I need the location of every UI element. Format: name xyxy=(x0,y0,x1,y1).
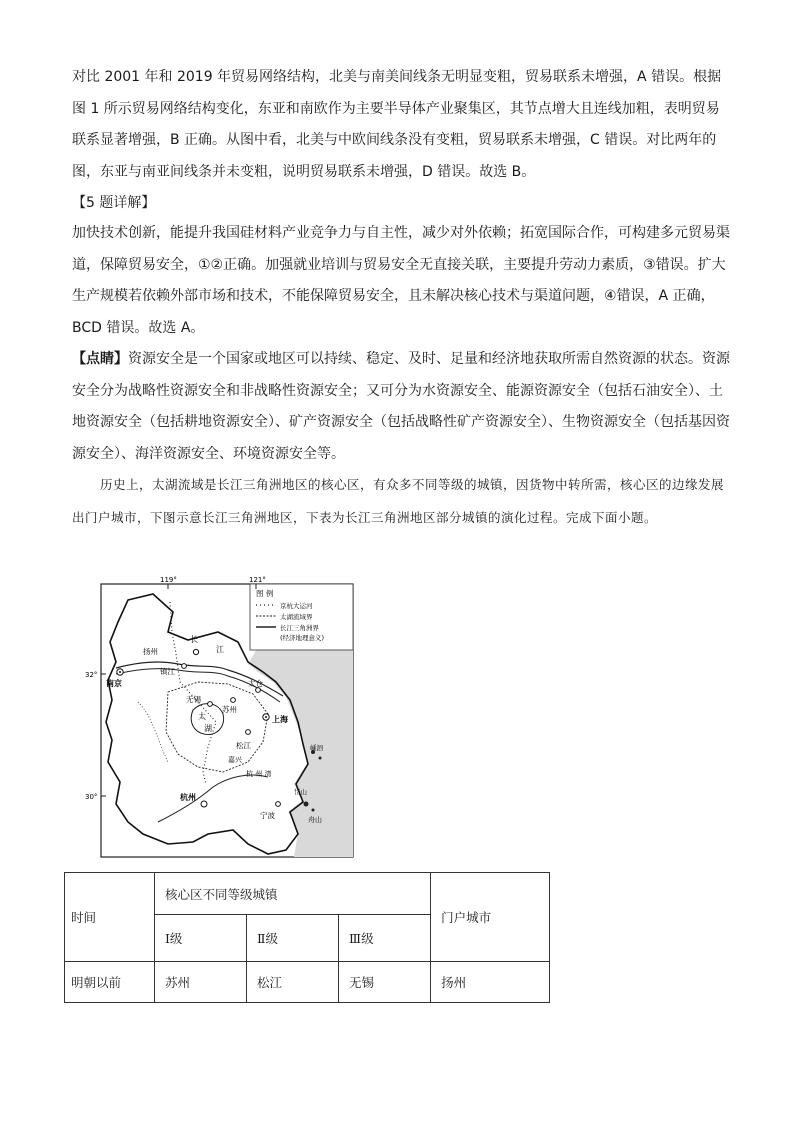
tip-paragraph xyxy=(72,344,732,470)
city-ningbo: 宁波 xyxy=(260,811,275,820)
table-row xyxy=(65,962,550,1003)
cell-level-2: 松江 xyxy=(247,962,339,1003)
cell-level-3: 无锡 xyxy=(339,962,431,1003)
header-level-1: Ⅰ级 xyxy=(154,915,246,962)
label-jiang: 江 xyxy=(216,645,224,654)
legend-delta-boundary-note: (经济地理意义) xyxy=(280,634,325,642)
paragraph-answer-5: 加快技术创新，能提升我国硅材料产业竞争力与自主性，减少对外依赖；拓宽国际合作，可构建多元贸易渠道，保障贸易安全，①②正确。加强就业培训与贸易安全无直接关联，主要提升劳动力素质，③错误。扩大生产规模若依赖外部市场和技术，不能保障贸易安全，且未解决核心技术与渠道问题，④错误，A 正确，BCD 错误。故选 A。 xyxy=(72,225,730,336)
header-time: 时间 xyxy=(65,873,155,962)
header-level-3: Ⅲ级 xyxy=(339,915,431,962)
label-hu: 湖 xyxy=(204,724,212,733)
city-shanghai: 上海 xyxy=(272,715,288,724)
lon-119-label: 119° xyxy=(160,576,177,584)
cell-level-1: 苏州 xyxy=(154,962,246,1003)
question-5-header: 【5 题详解】 xyxy=(72,195,156,211)
paragraph-answer-4: 对比 2001 年和 2019 年贸易网络结构，北美与南美间线条无明显变粗，贸易联系未增强，A 错误。根据图 1 所示贸易网络结构变化，东亚和南欧作为主要半导体产业聚集区，其节点增大且连线加粗，表明贸易联系显著增强，B 正确。从图中看，北美与中欧间线条没有变粗，贸易联系未增强，C 错误。对比两年的图，东亚与南亚间线条并未变粗，说明贸易联系未增强，D 错误。故选 B。 xyxy=(72,69,722,180)
header-gateway: 门户城市 xyxy=(431,873,550,962)
question-intro: 历史上，太湖流域是长江三角洲地区的核心区，有众多不同等级的城镇，因货物中转所需，核心区的边缘发展出门户城市，下图示意长江三角洲地区，下表为长江三角洲地区部分城镇的演化过程。完成下面小题。 xyxy=(72,477,725,525)
city-jiaxing: 嘉兴 xyxy=(228,756,242,764)
city-wuxi: 无锡 xyxy=(186,695,201,704)
city-yangzhou: 扬州 xyxy=(143,647,158,656)
yangtze-delta-map xyxy=(85,572,360,862)
header-core-towns: 核心区不同等级城镇 xyxy=(154,873,430,915)
city-zhoushan: 舟山 xyxy=(308,816,322,824)
cell-time: 明朝以前 xyxy=(65,962,155,1003)
cell-gateway: 扬州 xyxy=(431,962,550,1003)
legend-taihu-basin: 太湖流域界 xyxy=(280,613,313,621)
city-evolution-table xyxy=(64,872,550,1003)
city-suzhou: 苏州 xyxy=(222,705,237,714)
label-hangzhou-bay: 杭 州 湾 xyxy=(246,770,272,778)
lon-121-label: 121° xyxy=(249,576,266,584)
tip-text: 资源安全是一个国家或地区可以持续、稳定、及时、足量和经济地获取所需自然资源的状态。资源安全分为战略性资源安全和非战略性资源安全；又可分为水资源安全、能源资源安全（包括石油安全）、土地资源安全（包括耕地资源安全）、矿产资源安全（包括战略性矿产资源安全）、生物资源安全（包括基因资源安全）、海洋资源安全、环境资源安全等。 xyxy=(72,351,730,462)
tip-label: 【点睛】 xyxy=(72,351,128,367)
legend-canal: 京杭大运河 xyxy=(280,602,313,610)
label-chang: 长 xyxy=(190,635,198,644)
label-daishan: 岱山 xyxy=(294,788,307,796)
lat-32-label: 32° xyxy=(85,671,98,679)
city-nanjing: 南京 xyxy=(106,679,122,688)
lat-30-label: 30° xyxy=(85,793,98,801)
legend-title: 图 例 xyxy=(256,589,274,598)
label-tai: 太 xyxy=(198,712,206,721)
city-hangzhou: 杭州 xyxy=(180,793,196,802)
legend-delta-boundary: 长江三角洲界 xyxy=(280,624,319,632)
city-taicang: 太仓 xyxy=(248,679,263,688)
label-shengsi: 嵊泗 xyxy=(310,744,323,752)
city-songjiang: 松江 xyxy=(236,741,251,750)
city-zhenjiang: 镇江 xyxy=(160,667,175,676)
header-level-2: Ⅱ级 xyxy=(247,915,339,962)
